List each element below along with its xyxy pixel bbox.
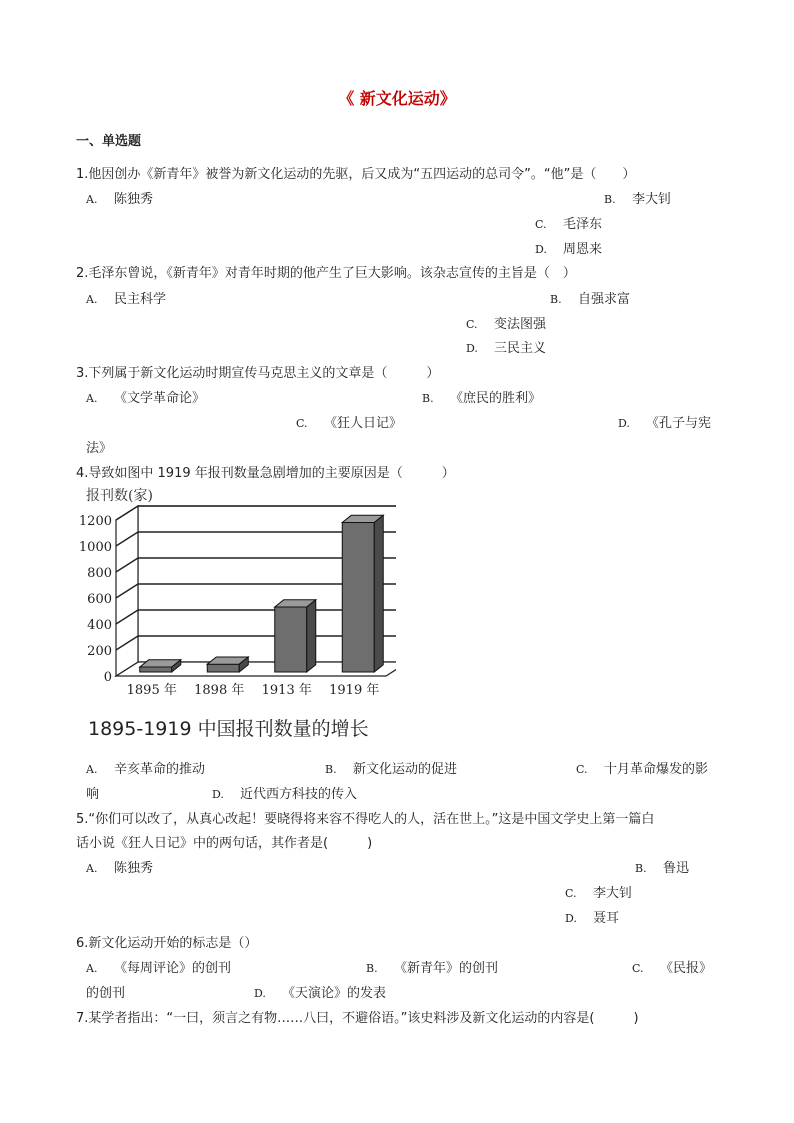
option-letter: A. — [86, 962, 98, 975]
question-1-stem: 1.他因创办《新青年》被誉为新文化运动的先驱，后又成为“五四运动的总司令”。“他”是（ ） — [76, 167, 636, 182]
option-text: 《民报》 — [660, 961, 713, 976]
option-text: 十月革命爆发的影 — [604, 762, 709, 777]
option-text: 周恩来 — [563, 242, 603, 257]
option-letter: A. — [86, 862, 98, 875]
question-1-option-a[interactable] — [86, 188, 153, 207]
option-letter: A. — [86, 392, 98, 405]
question-5-option-d[interactable] — [565, 907, 619, 926]
option-text: 变法图强 — [494, 317, 547, 332]
question-4-option-c[interactable] — [576, 758, 708, 777]
question-1-option-b[interactable] — [604, 188, 671, 207]
page-title: 《 新文化运动》 — [338, 89, 456, 108]
question-6-stem: 6.新文化运动开始的标志是（） — [76, 936, 258, 951]
section-heading: 一、单选题 — [76, 134, 142, 149]
option-letter: C. — [296, 417, 308, 430]
question-4-option-d[interactable] — [212, 783, 357, 802]
option-letter: B. — [325, 763, 337, 776]
question-6-option-c-continuation: 的创刊 — [86, 986, 126, 1001]
option-text: 鲁迅 — [663, 861, 690, 876]
question-4-stem: 4.导致如图中 1919 年报刊数量急剧增加的主要原因是（ ） — [76, 466, 455, 481]
bar-front — [207, 664, 239, 672]
x-tick-label: 1895 年 — [126, 683, 177, 698]
question-6-option-b[interactable] — [366, 957, 498, 976]
y-axis-label: 报刊数(家) — [86, 488, 153, 504]
chart-caption: 1895-1919 中国报刊数量的增长 — [88, 718, 369, 740]
question-2-option-d[interactable] — [466, 337, 546, 356]
y-tick-label: 1000 — [78, 540, 112, 555]
option-text: 陈独秀 — [114, 192, 154, 207]
question-4-option-c-continuation: 响 — [86, 787, 100, 802]
option-text: 三民主义 — [494, 341, 547, 356]
option-letter: C. — [535, 218, 547, 231]
option-text: 《每周评论》的创刊 — [114, 961, 232, 976]
option-letter: D. — [254, 987, 266, 1000]
option-text: 辛亥革命的推动 — [114, 762, 206, 777]
option-text: 《新青年》的创刊 — [394, 961, 499, 976]
option-letter: B. — [604, 193, 616, 206]
bar-side — [374, 515, 383, 672]
x-tick-label: 1913 年 — [261, 683, 312, 698]
question-2-stem: 2.毛泽东曾说，《新青年》对青年时期的他产生了巨大影响。该杂志宣传的主旨是（ ） — [76, 266, 576, 281]
bar-front — [275, 607, 307, 672]
option-text: 自强求富 — [578, 292, 631, 307]
option-text: 陈独秀 — [114, 861, 154, 876]
option-text: 近代西方科技的传入 — [240, 787, 358, 802]
option-text: 聂耳 — [593, 911, 620, 926]
question-2-option-c[interactable] — [466, 313, 546, 332]
question-1-option-c[interactable] — [535, 213, 602, 232]
y-tick-label: 400 — [87, 618, 112, 633]
y-tick-label: 600 — [87, 592, 112, 607]
option-letter: D. — [212, 788, 224, 801]
option-letter: B. — [422, 392, 434, 405]
option-text: 《狂人日记》 — [324, 416, 403, 431]
question-3-option-b[interactable] — [422, 387, 541, 406]
option-text: 毛泽东 — [563, 217, 603, 232]
question-6-option-d[interactable] — [254, 982, 386, 1001]
question-4-option-b[interactable] — [325, 758, 457, 777]
option-letter: A. — [86, 293, 98, 306]
question-7-stem: 7.某学者指出：“一曰，须言之有物……八曰，不避俗语。”该史料涉及新文化运动的内容是( ) — [76, 1011, 639, 1026]
option-letter: D. — [618, 417, 630, 430]
option-text: 民主科学 — [114, 292, 167, 307]
question-5-option-a[interactable] — [86, 857, 153, 876]
option-text: 《庶民的胜利》 — [450, 391, 542, 406]
option-text: 《孔子与宪 — [646, 416, 712, 431]
bar-chart — [76, 484, 396, 734]
question-4-option-a[interactable] — [86, 758, 205, 777]
option-letter: D. — [535, 243, 547, 256]
option-letter: A. — [86, 763, 98, 776]
question-5-option-c[interactable] — [565, 882, 632, 901]
bar-front — [140, 667, 172, 672]
option-letter: C. — [565, 887, 577, 900]
option-letter: B. — [550, 293, 562, 306]
question-5-option-b[interactable] — [635, 857, 689, 876]
question-2-option-a[interactable] — [86, 288, 166, 307]
question-3-option-c[interactable] — [296, 412, 402, 431]
question-3-stem: 3.下列属于新文化运动时期宣传马克思主义的文章是（ ） — [76, 366, 440, 381]
y-tick-label: 0 — [103, 670, 112, 685]
option-letter: C. — [576, 763, 588, 776]
option-letter: D. — [466, 342, 478, 355]
question-5-stem-line-2: 话小说《狂人日记》中的两句话，其作者是( ) — [76, 836, 373, 851]
question-3-option-a[interactable] — [86, 387, 205, 406]
x-tick-label: 1898 年 — [194, 683, 245, 698]
x-tick-label: 1919 年 — [329, 683, 380, 698]
question-3-option-d-continuation: 法》 — [86, 441, 113, 456]
y-tick-label: 200 — [87, 644, 112, 659]
y-tick-label: 1200 — [78, 514, 112, 529]
option-text: 《文学革命论》 — [114, 391, 206, 406]
option-text: 李大钊 — [593, 886, 633, 901]
question-2-option-b[interactable] — [550, 288, 630, 307]
question-3-option-d[interactable] — [618, 412, 711, 431]
question-6-option-c[interactable] — [632, 957, 712, 976]
question-6-option-a[interactable] — [86, 957, 231, 976]
option-text: 李大钊 — [632, 192, 672, 207]
question-1-option-d[interactable] — [535, 238, 602, 257]
option-letter: D. — [565, 912, 577, 925]
option-letter: C. — [632, 962, 644, 975]
option-text: 新文化运动的促进 — [353, 762, 458, 777]
bar-chart-svg — [76, 484, 396, 734]
option-text: 《天演论》的发表 — [282, 986, 387, 1001]
y-tick-label: 800 — [87, 566, 112, 581]
bar-side — [307, 600, 316, 672]
option-letter: C. — [466, 318, 478, 331]
option-letter: A. — [86, 193, 98, 206]
option-letter: B. — [366, 962, 378, 975]
bar-front — [342, 523, 374, 673]
question-5-stem-line-1: 5.“你们可以改了，从真心改起！要晓得将来容不得吃人的人，活在世上。”这是中国文学史上第一篇白 — [76, 812, 655, 827]
option-letter: B. — [635, 862, 647, 875]
